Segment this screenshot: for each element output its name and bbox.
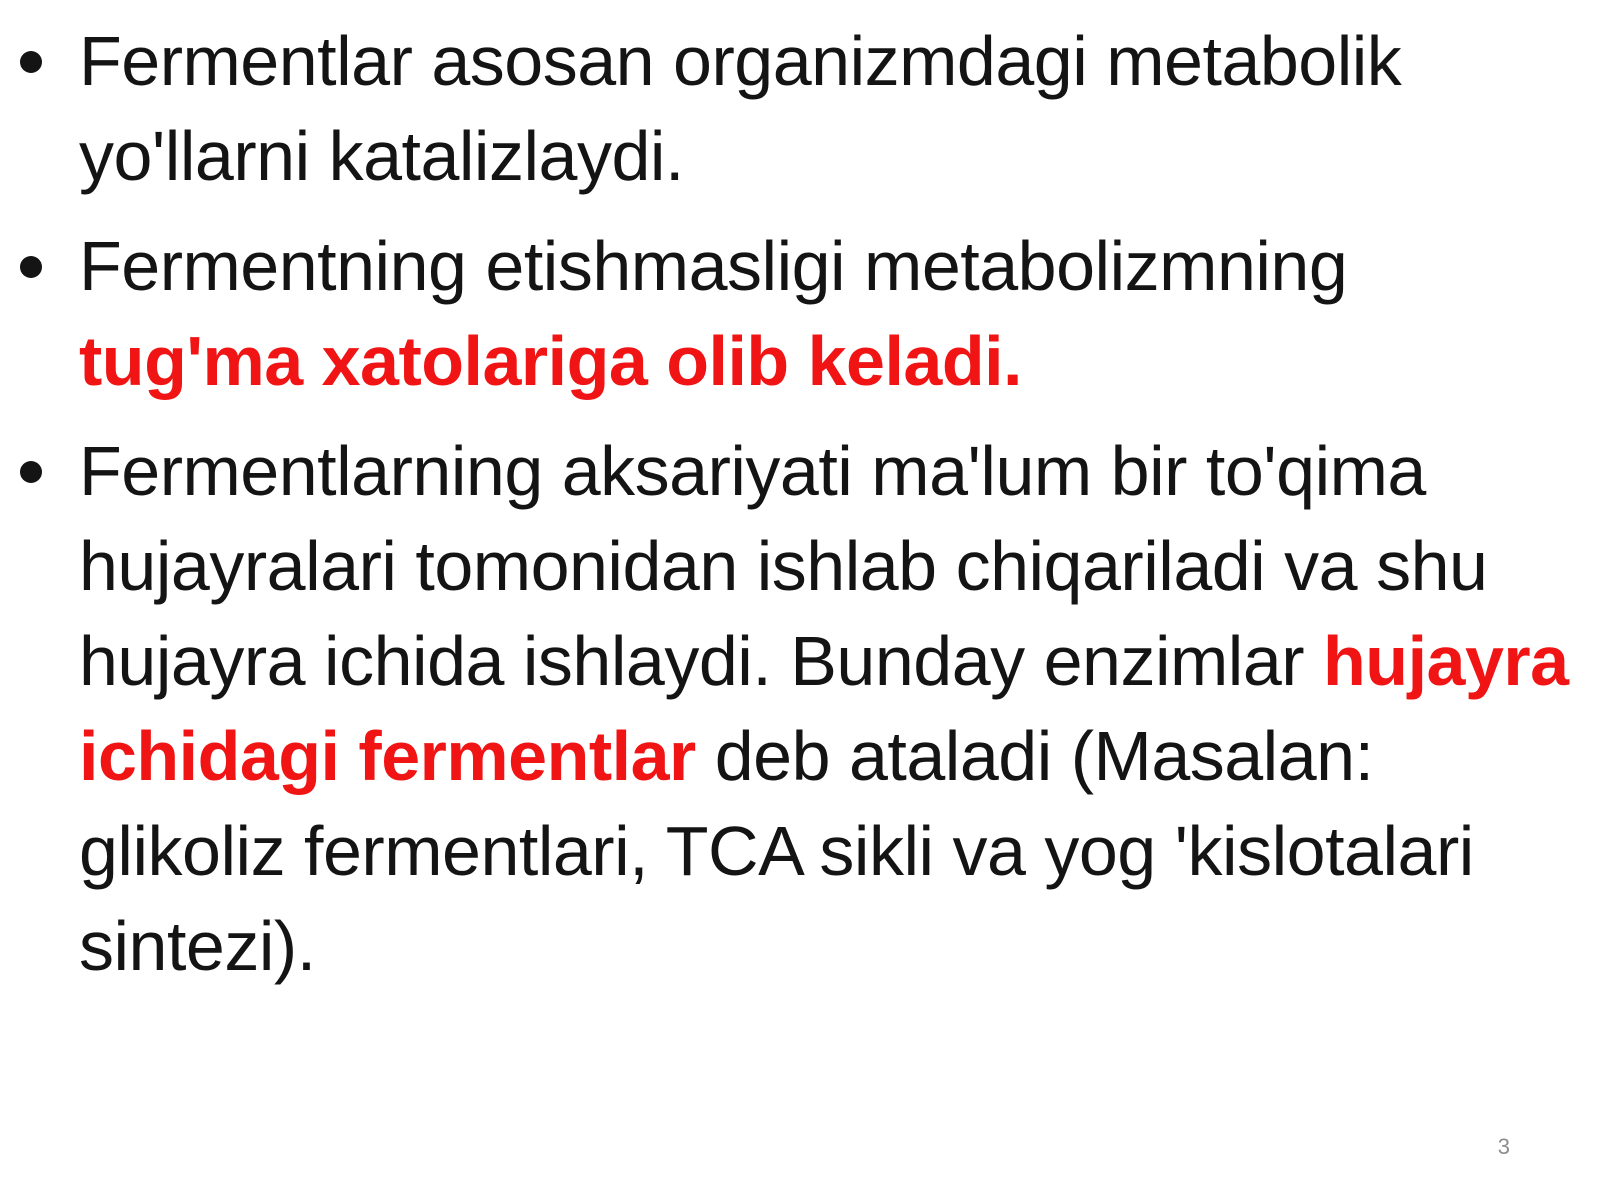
bullet-item-1 [18, 14, 1578, 204]
page-number: 3 [1497, 1134, 1510, 1159]
bullet-text: Fermentlarning aksariyati ma'lum bir to'qima hujayralari tomonidan ishlab chiqariladi va shu hujayra ichida ishlaydi. Bunday enzimlar [79, 432, 1488, 700]
bullet-dot-icon [20, 219, 60, 314]
highlighted-text: hujayra ichidagi fermentlar [79, 622, 1569, 795]
bullet-dot-icon [20, 424, 60, 519]
highlighted-text: tug'ma xatolariga olib keladi. [79, 322, 1022, 400]
bullet-list [18, 14, 1578, 1009]
bullet-text: Fermentlar asosan organizmdagi metabolik yo'llarni katalizlaydi. [79, 22, 1402, 195]
bullet-dot-icon [20, 14, 60, 109]
bullet-text: Fermentning etishmasligi metabolizmning [79, 227, 1348, 305]
bullet-item-2 [18, 219, 1578, 409]
bullet-text-continued: deb ataladi (Masalan: glikoliz fermentlari, TCA sikli va yog 'kislotalari sintezi). [79, 717, 1474, 985]
bullet-item-3 [18, 424, 1578, 994]
